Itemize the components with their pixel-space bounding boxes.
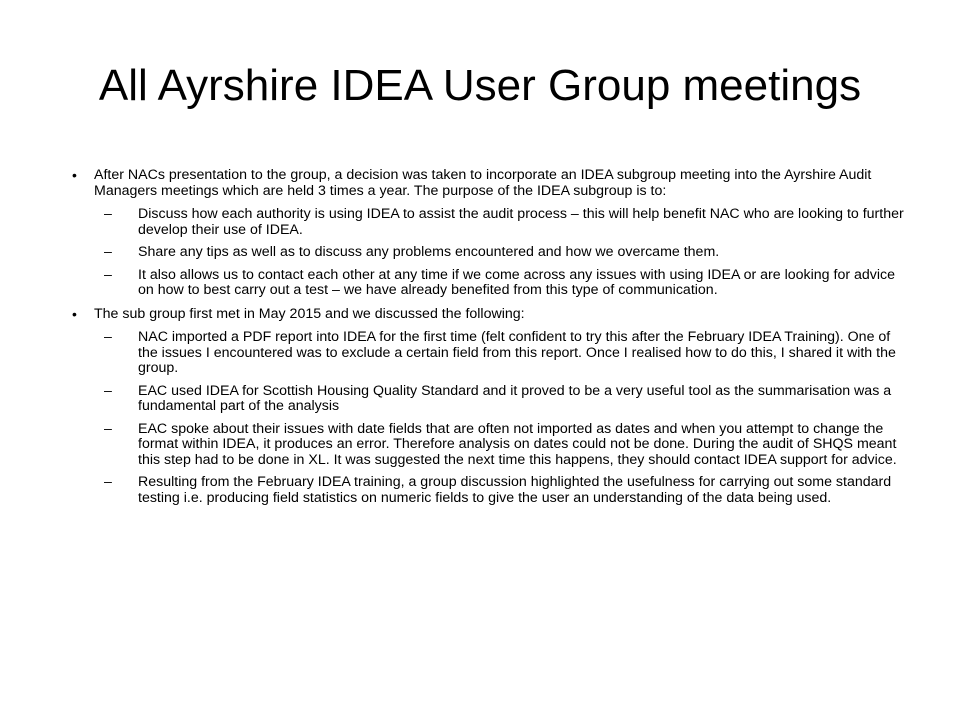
- sub-bullet-text: It also allows us to contact each other at any time if we come across any issues with using IDEA or are looking for advice on how to best carry out a test – we have already benefited from this type of communication.: [138, 266, 896, 298]
- dash-marker: –: [104, 206, 112, 222]
- dash-marker: –: [104, 329, 112, 345]
- bullet-text: The sub group first met in May 2015 and we discussed the following:: [94, 305, 525, 322]
- sub-bullet-list: [94, 330, 912, 506]
- dash-marker: –: [104, 382, 112, 399]
- dash-marker: –: [104, 474, 112, 490]
- sub-bullet-item: [94, 207, 912, 238]
- sub-bullet-item: [94, 475, 912, 506]
- sub-bullet-text: Resulting from the February IDEA training, a group discussion highlighted the usefulness for carrying out some standard testing i.e. producing field statistics on numeric fields to give the user an understanding of the data being used.: [138, 474, 892, 506]
- sub-bullet-text: EAC used IDEA for Scottish Housing Quality Standard and it proved to be a very useful tool as the summarisation was a fundamental part of the analysis: [138, 382, 892, 414]
- sub-bullet-item: [94, 245, 912, 261]
- dash-marker: –: [104, 420, 112, 437]
- dash-marker: –: [104, 244, 112, 260]
- sub-bullet-text: EAC spoke about their issues with date fields that are often not imported as dates and when you attempt to change the format within IDEA, it produces an error. Therefore analysis on dates could not be done. During the audit of SHQS meant this step had to be done in XL. It was suggested the next time this happens, they should contact IDEA support for advice.: [138, 420, 897, 468]
- sub-bullet-item: [94, 384, 912, 415]
- sub-bullet-list: [94, 207, 912, 299]
- bullet-marker: •: [72, 167, 77, 183]
- sub-bullet-item: [94, 268, 912, 299]
- bullet-marker: •: [72, 305, 77, 322]
- bullet-item: [72, 168, 912, 299]
- slide-title: All Ayrshire IDEA User Group meetings: [98, 61, 862, 110]
- sub-bullet-text: NAC imported a PDF report into IDEA for the first time (felt confident to try this after the February IDEA Training). One of the issues I encountered was to exclude a certain field from this report. Once I realised how to do this, I shared it with the group.: [138, 329, 896, 376]
- sub-bullet-text: Discuss how each authority is using IDEA to assist the audit process – this will help benefit NAC who are looking to further develop their use of IDEA.: [138, 206, 904, 238]
- sub-bullet-item: [94, 422, 912, 469]
- dash-marker: –: [104, 266, 112, 283]
- slide-content: [72, 168, 912, 514]
- bullet-text: After NACs presentation to the group, a decision was taken to incorporate an IDEA subgroup meeting into the Ayrshire Audit Managers meetings which are held 3 times a year. The purpose of the IDEA subgroup is to:: [94, 167, 872, 199]
- sub-bullet-item: [94, 330, 912, 377]
- sub-bullet-text: Share any tips as well as to discuss any problems encountered and how we overcame them.: [138, 244, 720, 260]
- bullet-item: [72, 307, 912, 507]
